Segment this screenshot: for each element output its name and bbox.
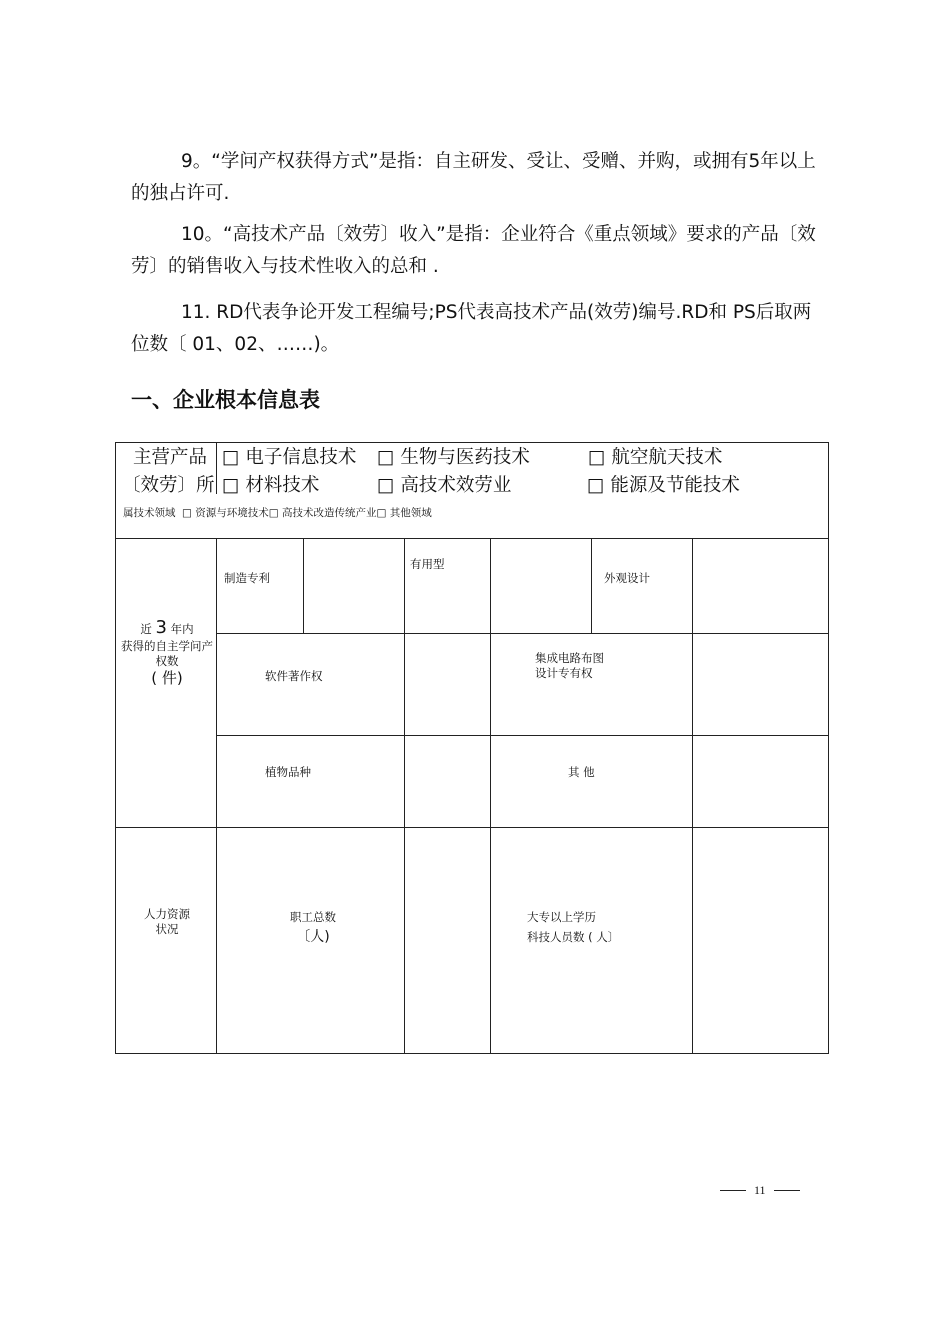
section-title: 一、企业根本信息表: [131, 388, 320, 412]
row-divider: [217, 633, 829, 634]
paragraph-11: 11. RD代表争论开发工程编号;PS代表高技术产品(效劳)编号.RD和 PS后取两位数〔 01、02、……)。: [131, 302, 812, 355]
option-hightech-service[interactable]: □ 高技术效劳业: [377, 475, 512, 496]
page-number: 11: [754, 1183, 766, 1197]
tech-field-label-3: 属技术领域: [123, 507, 176, 519]
row-divider: [115, 538, 829, 539]
col-divider: [692, 538, 693, 1054]
ip-count-label: 近 3 年内 获得的自主学问产 权数 ( 件): [121, 617, 213, 687]
col-divider: [303, 538, 304, 633]
option-electronic-info[interactable]: □ 电子信息技术: [222, 447, 357, 468]
utility-model-label: 有用型: [410, 557, 445, 571]
invention-patent-label: 制造专利: [224, 571, 270, 585]
design-patent-label: 外观设计: [604, 571, 650, 585]
option-energy-saving[interactable]: □ 能源及节能技术: [587, 475, 740, 496]
col-divider: [404, 538, 405, 1054]
plant-variety-label: 植物品种: [265, 765, 311, 779]
option-small-fields[interactable]: □ 资源与环境技术□ 高技术改造传统产业□ 其他领域: [182, 507, 432, 519]
option-materials[interactable]: □ 材料技术: [222, 475, 320, 496]
hr-status-label: 人力资源 状况: [144, 907, 190, 936]
paragraph-10: 10。“高技术产品〔效劳〕收入”是指：企业符合《重点领域》要求的产品〔效劳〕的销售收入与技术性收入的总和 .: [131, 224, 816, 277]
paragraph-9: 9。“学问产权获得方式”是指：自主研发、受让、受赠、并购，或拥有5年以上的独占许可.: [131, 151, 816, 204]
option-biomedicine[interactable]: □ 生物与医药技术: [377, 447, 530, 468]
other-ip-label: 其 他: [568, 765, 595, 779]
row-divider: [217, 735, 829, 736]
col-divider: [216, 442, 217, 494]
table-frame: [115, 442, 829, 1054]
col-divider: [216, 538, 217, 1054]
col-divider: [591, 538, 592, 633]
option-aerospace[interactable]: □ 航空航天技术: [588, 447, 723, 468]
tech-field-label-1: 主营产品: [133, 447, 208, 468]
page-footer: [712, 1183, 808, 1198]
software-copyright-label: 软件著作权: [265, 669, 323, 683]
footer-dash-left: [720, 1190, 746, 1191]
row-divider: [115, 827, 829, 828]
ic-layout-label: 集成电路布图 设计专有权: [535, 651, 604, 680]
footer-dash-right: [774, 1190, 800, 1191]
staff-total-label: 职工总数 〔人): [290, 910, 336, 945]
col-divider: [490, 538, 491, 1054]
tech-staff-label: 大专以上学历 科技人员数 ( 人〕: [527, 910, 620, 944]
tech-field-label-2: 〔效劳〕所: [122, 475, 215, 496]
